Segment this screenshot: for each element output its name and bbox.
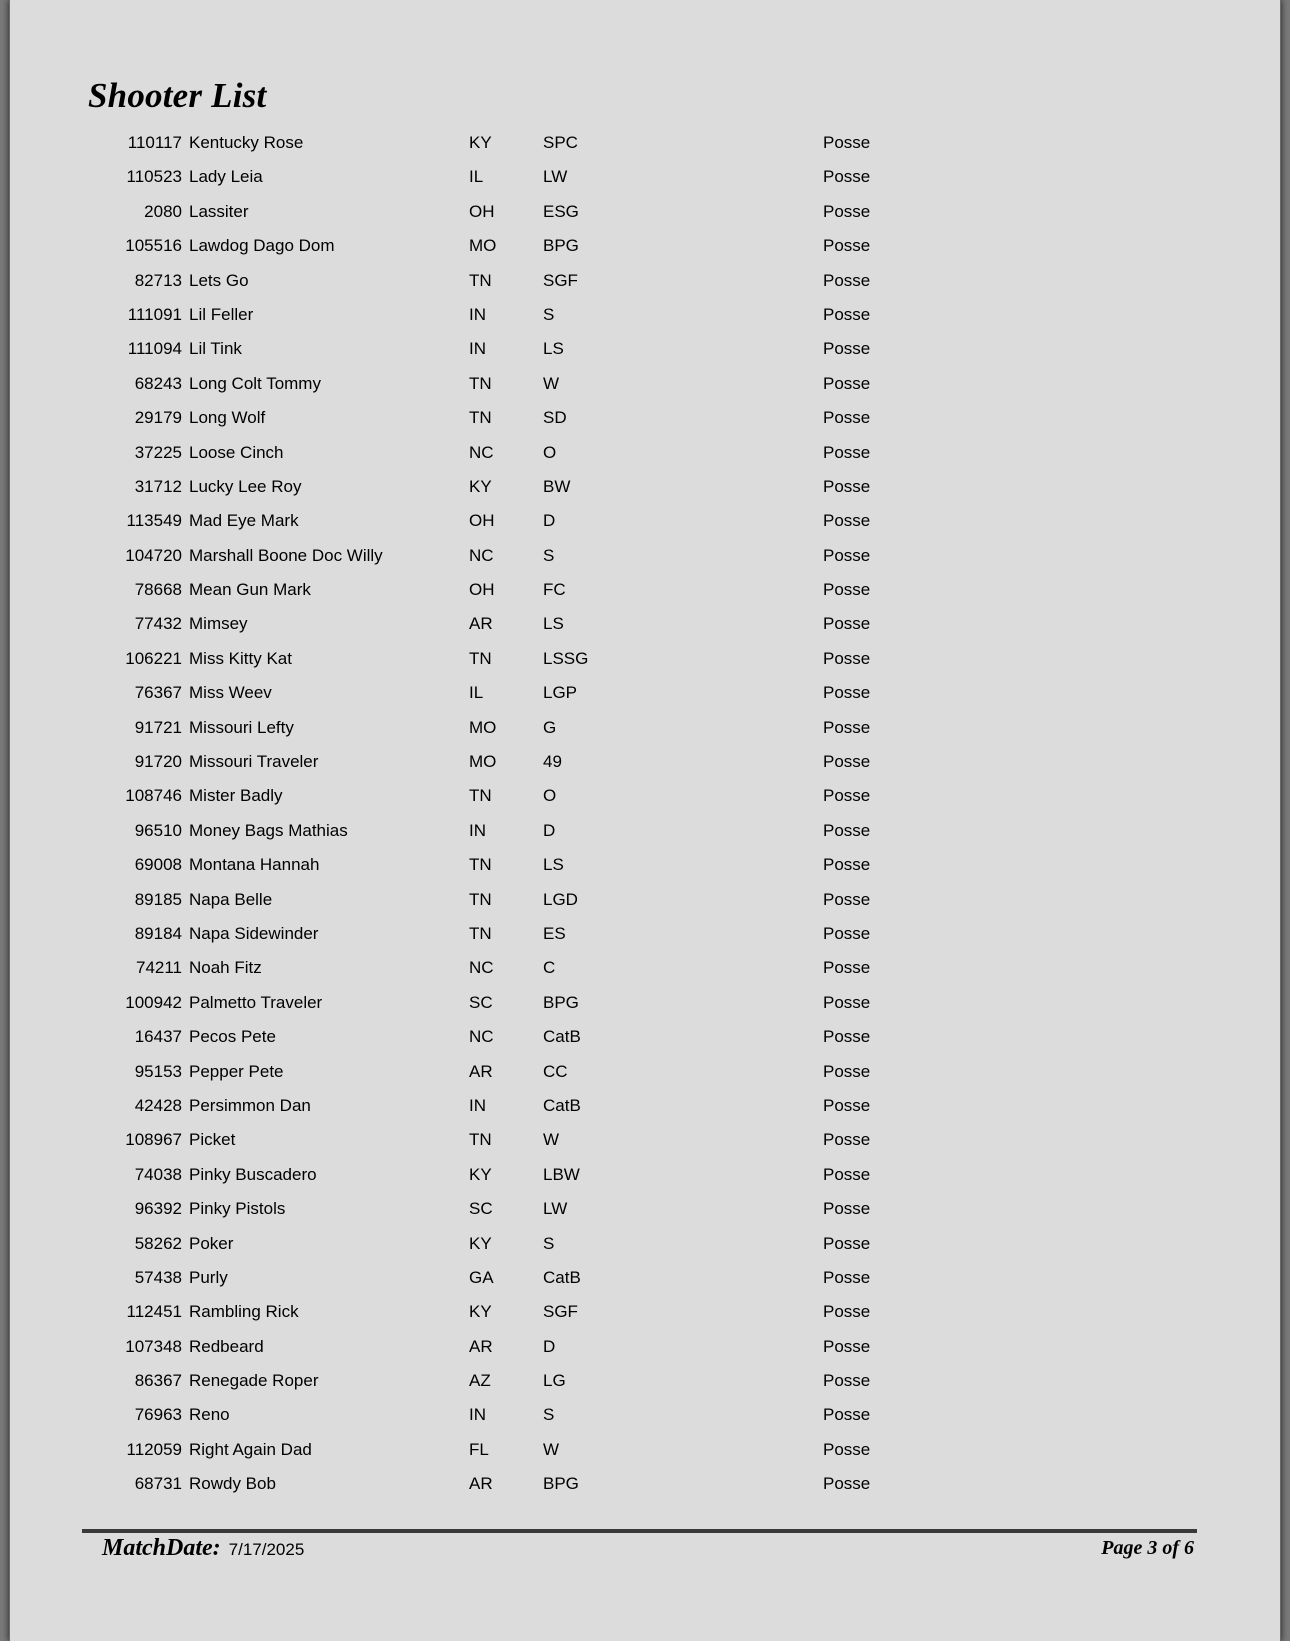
list-item <box>10 1434 1280 1468</box>
list-item <box>10 780 1280 814</box>
report-page <box>10 0 1280 1641</box>
shooter-state: TN <box>469 786 492 806</box>
shooter-id: 111091 <box>127 304 182 324</box>
shooter-state: TN <box>469 855 492 875</box>
shooter-id: 74211 <box>135 958 182 978</box>
shooter-name: Reno <box>189 1405 230 1425</box>
list-item <box>10 368 1280 402</box>
shooter-state: KY <box>469 476 492 496</box>
shooter-id: 68243 <box>134 373 182 393</box>
shooter-state: TN <box>469 648 492 668</box>
shooter-category: O <box>543 442 557 462</box>
shooter-name: Long Colt Tommy <box>189 373 321 393</box>
shooter-name: Lil Feller <box>189 304 254 324</box>
list-item <box>10 643 1280 677</box>
list-item <box>10 884 1280 918</box>
shooter-category: W <box>543 1130 560 1150</box>
shooter-category: BPG <box>543 236 579 256</box>
shooter-id: 16437 <box>134 1027 182 1047</box>
shooter-state: AR <box>469 614 493 634</box>
shooter-state: KY <box>469 1302 492 1322</box>
shooter-posse: Posse <box>823 408 871 428</box>
shooter-category: D <box>543 1336 556 1356</box>
shooter-id: 91720 <box>134 752 182 772</box>
shooter-id: 91721 <box>134 717 182 737</box>
shooter-posse: Posse <box>823 1336 871 1356</box>
shooter-state: NC <box>469 958 494 978</box>
shooter-category: O <box>543 786 557 806</box>
list-item <box>10 1124 1280 1158</box>
shooter-id: 112059 <box>126 1439 182 1459</box>
shooter-posse: Posse <box>823 373 871 393</box>
shooter-posse: Posse <box>823 1199 871 1219</box>
list-item <box>10 1021 1280 1055</box>
shooter-state: SC <box>469 1199 493 1219</box>
shooter-posse: Posse <box>823 1130 871 1150</box>
shooter-state: IN <box>469 304 486 324</box>
shooter-posse: Posse <box>823 511 871 531</box>
shooter-state: NC <box>469 545 494 565</box>
shooter-id: 111094 <box>127 339 182 359</box>
list-item <box>10 1159 1280 1193</box>
shooter-name: Lucky Lee Roy <box>189 476 302 496</box>
list-item <box>10 196 1280 230</box>
shooter-category: BPG <box>543 1474 579 1494</box>
shooter-posse: Posse <box>823 1061 871 1081</box>
shooter-id: 96510 <box>134 820 182 840</box>
shooter-id: 76963 <box>134 1405 182 1425</box>
shooter-state: IL <box>469 683 484 703</box>
shooter-posse: Posse <box>823 889 871 909</box>
shooter-name: Napa Belle <box>189 889 273 909</box>
list-item <box>10 127 1280 161</box>
shooter-state: MO <box>469 717 497 737</box>
shooter-id: 95153 <box>134 1061 182 1081</box>
shooter-category: LS <box>543 855 564 875</box>
shooter-category: SPC <box>543 133 578 152</box>
shooter-category: CC <box>543 1061 568 1081</box>
shooter-state: TN <box>469 373 492 393</box>
shooter-id: 77432 <box>134 614 182 634</box>
list-item <box>10 230 1280 264</box>
shooter-name: Loose Cinch <box>189 442 284 462</box>
shooter-posse: Posse <box>823 167 871 187</box>
shooter-name: Mimsey <box>189 614 248 634</box>
shooter-posse: Posse <box>823 1233 871 1253</box>
shooter-posse: Posse <box>823 201 871 221</box>
shooter-posse: Posse <box>823 545 871 565</box>
list-item <box>10 265 1280 299</box>
shooter-posse: Posse <box>823 442 871 462</box>
list-item <box>10 505 1280 539</box>
shooter-category: LW <box>543 167 568 187</box>
shooter-name: Pecos Pete <box>189 1027 276 1047</box>
list-item <box>10 540 1280 574</box>
shooter-category: LBW <box>543 1164 580 1184</box>
shooter-name: Rowdy Bob <box>189 1474 276 1494</box>
shooter-posse: Posse <box>823 752 871 772</box>
shooter-posse: Posse <box>823 304 871 324</box>
shooter-posse: Posse <box>823 1164 871 1184</box>
shooter-category: LS <box>543 339 564 359</box>
shooter-id: 107348 <box>125 1336 182 1356</box>
list-item <box>10 1399 1280 1433</box>
shooter-state: NC <box>469 442 494 462</box>
shooter-state: AR <box>469 1336 493 1356</box>
shooter-posse: Posse <box>823 786 871 806</box>
shooter-posse: Posse <box>823 855 871 875</box>
shooter-id: 82713 <box>134 270 182 290</box>
shooter-name: Redbeard <box>189 1336 264 1356</box>
shooter-posse: Posse <box>823 1474 871 1494</box>
shooter-category: S <box>543 304 555 324</box>
shooter-id: 58262 <box>134 1233 182 1253</box>
list-item <box>10 333 1280 367</box>
shooter-state: IN <box>469 339 486 359</box>
shooter-name: Pinky Buscadero <box>189 1164 317 1184</box>
list-item <box>10 1468 1280 1502</box>
shooter-name: Missouri Lefty <box>189 717 294 737</box>
shooter-id: 100942 <box>125 992 182 1012</box>
list-item <box>10 952 1280 986</box>
shooter-name: Kentucky Rose <box>189 133 304 152</box>
shooter-id: 78668 <box>134 580 182 600</box>
shooter-category: SGF <box>543 1302 578 1322</box>
shooter-category: CatB <box>543 1095 581 1115</box>
shooter-name: Palmetto Traveler <box>189 992 323 1012</box>
shooter-name: Montana Hannah <box>189 855 320 875</box>
shooter-id: 37225 <box>134 442 182 462</box>
shooter-state: MO <box>469 752 497 772</box>
shooter-name: Miss Kitty Kat <box>189 648 292 668</box>
shooter-category: SGF <box>543 270 578 290</box>
shooter-posse: Posse <box>823 717 871 737</box>
shooter-name: Lassiter <box>189 201 249 221</box>
shooter-name: Picket <box>189 1130 236 1150</box>
shooter-category: S <box>543 1405 555 1425</box>
shooter-name: Long Wolf <box>189 408 266 428</box>
shooter-category: S <box>543 545 555 565</box>
shooter-posse: Posse <box>823 1267 871 1287</box>
match-date-value: 7/17/2025 <box>228 1540 305 1559</box>
list-item <box>10 1262 1280 1296</box>
shooter-posse: Posse <box>823 236 871 256</box>
shooter-id: 105516 <box>125 236 182 256</box>
shooter-state: TN <box>469 408 492 428</box>
page-number: Page 3 of 6 <box>1101 1537 1194 1559</box>
shooter-name: Mad Eye Mark <box>189 511 299 531</box>
shooter-category: LW <box>543 1199 568 1219</box>
shooter-category: LS <box>543 614 564 634</box>
shooter-id: 108746 <box>125 786 182 806</box>
shooter-id: 86367 <box>134 1371 182 1391</box>
list-item <box>10 1090 1280 1124</box>
shooter-category: 49 <box>543 752 562 772</box>
shooter-name: Purly <box>189 1267 228 1287</box>
shooter-id: 110117 <box>127 133 182 152</box>
list-item <box>10 402 1280 436</box>
shooter-state: IN <box>469 1405 486 1425</box>
shooter-state: KY <box>469 1233 492 1253</box>
shooter-category: S <box>543 1233 555 1253</box>
shooter-category: BW <box>543 476 571 496</box>
shooter-id: 76367 <box>134 683 182 703</box>
list-item <box>10 1056 1280 1090</box>
shooter-name: Napa Sidewinder <box>189 923 319 943</box>
shooter-state: TN <box>469 1130 492 1150</box>
shooter-posse: Posse <box>823 1371 871 1391</box>
shooter-category: W <box>543 1439 560 1459</box>
shooter-posse: Posse <box>823 614 871 634</box>
shooter-category: G <box>543 717 557 737</box>
shooter-category: LSSG <box>543 648 589 668</box>
shooter-name: Persimmon Dan <box>189 1095 311 1115</box>
shooter-state: OH <box>469 580 495 600</box>
shooter-id: 112451 <box>126 1302 182 1322</box>
list-item <box>10 815 1280 849</box>
shooter-category: CatB <box>543 1267 581 1287</box>
shooter-state: MO <box>469 236 497 256</box>
shooter-posse: Posse <box>823 476 871 496</box>
shooter-state: AR <box>469 1474 493 1494</box>
shooter-posse: Posse <box>823 923 871 943</box>
shooter-name: Money Bags Mathias <box>189 820 348 840</box>
list-item <box>10 746 1280 780</box>
shooter-posse: Posse <box>823 820 871 840</box>
shooter-posse: Posse <box>823 1439 871 1459</box>
list-item <box>10 1331 1280 1365</box>
shooter-category: ESG <box>543 201 579 221</box>
shooter-category: ES <box>543 923 566 943</box>
shooter-posse: Posse <box>823 270 871 290</box>
shooter-name: Right Again Dad <box>189 1439 312 1459</box>
list-item <box>10 161 1280 195</box>
shooter-posse: Posse <box>823 580 871 600</box>
list-item <box>10 712 1280 746</box>
shooter-state: TN <box>469 889 492 909</box>
list-item <box>10 574 1280 608</box>
shooter-list <box>10 127 1280 1503</box>
shooter-id: 89185 <box>134 889 182 909</box>
shooter-category: LGP <box>543 683 578 703</box>
shooter-id: 106221 <box>125 648 182 668</box>
shooter-id: 96392 <box>134 1199 182 1219</box>
list-item <box>10 471 1280 505</box>
shooter-name: Missouri Traveler <box>189 752 319 772</box>
shooter-name: Noah Fitz <box>189 958 262 978</box>
shooter-id: 104720 <box>125 545 182 565</box>
shooter-category: BPG <box>543 992 579 1012</box>
shooter-state: NC <box>469 1027 494 1047</box>
list-item <box>10 437 1280 471</box>
list-item <box>10 677 1280 711</box>
shooter-state: IL <box>469 167 484 187</box>
shooter-state: FL <box>469 1439 489 1459</box>
shooter-id: 29179 <box>134 408 182 428</box>
shooter-state: SC <box>469 992 493 1012</box>
shooter-id: 108967 <box>125 1130 182 1150</box>
shooter-state: AR <box>469 1061 493 1081</box>
shooter-state: IN <box>469 820 486 840</box>
shooter-category: D <box>543 820 556 840</box>
shooter-state: AZ <box>469 1371 491 1391</box>
shooter-state: KY <box>469 133 492 152</box>
shooter-category: LG <box>543 1371 566 1391</box>
shooter-posse: Posse <box>823 648 871 668</box>
match-date-label: MatchDate: <box>102 1535 221 1561</box>
shooter-id: 68731 <box>134 1474 182 1494</box>
shooter-category: LGD <box>543 889 578 909</box>
match-date <box>102 1535 304 1562</box>
shooter-id: 2080 <box>144 201 182 221</box>
list-item <box>10 608 1280 642</box>
shooter-category: W <box>543 373 560 393</box>
shooter-id: 57438 <box>134 1267 182 1287</box>
shooter-posse: Posse <box>823 1405 871 1425</box>
shooter-state: KY <box>469 1164 492 1184</box>
shooter-category: D <box>543 511 556 531</box>
shooter-id: 74038 <box>134 1164 182 1184</box>
list-item <box>10 987 1280 1021</box>
shooter-posse: Posse <box>823 1095 871 1115</box>
shooter-state: TN <box>469 270 492 290</box>
list-item <box>10 918 1280 952</box>
list-item <box>10 1193 1280 1227</box>
shooter-name: Miss Weev <box>189 683 272 703</box>
shooter-name: Pinky Pistols <box>189 1199 286 1219</box>
shooter-id: 89184 <box>134 923 182 943</box>
shooter-name: Rambling Rick <box>189 1302 299 1322</box>
shooter-name: Mister Badly <box>189 786 283 806</box>
shooter-name: Renegade Roper <box>189 1371 319 1391</box>
shooter-posse: Posse <box>823 992 871 1012</box>
shooter-category: FC <box>543 580 566 600</box>
shooter-name: Poker <box>189 1233 234 1253</box>
shooter-name: Marshall Boone Doc Willy <box>189 545 383 565</box>
shooter-name: Lady Leia <box>189 167 263 187</box>
shooter-name: Lil Tink <box>189 339 242 359</box>
shooter-id: 42428 <box>134 1095 182 1115</box>
shooter-state: OH <box>469 201 495 221</box>
shooter-id: 31712 <box>134 476 182 496</box>
shooter-category: SD <box>543 408 567 428</box>
shooter-name: Lawdog Dago Dom <box>189 236 335 256</box>
shooter-id: 113549 <box>126 511 182 531</box>
page-title: Shooter List <box>88 76 267 115</box>
shooter-state: GA <box>469 1267 494 1287</box>
footer-divider <box>82 1529 1197 1533</box>
list-item <box>10 849 1280 883</box>
shooter-id: 110523 <box>126 167 182 187</box>
shooter-id: 69008 <box>134 855 182 875</box>
shooter-state: IN <box>469 1095 486 1115</box>
list-item <box>10 1228 1280 1262</box>
shooter-category: CatB <box>543 1027 581 1047</box>
shooter-posse: Posse <box>823 339 871 359</box>
shooter-name: Lets Go <box>189 270 249 290</box>
shooter-posse: Posse <box>823 1302 871 1322</box>
shooter-name: Mean Gun Mark <box>189 580 311 600</box>
shooter-posse: Posse <box>823 958 871 978</box>
shooter-posse: Posse <box>823 683 871 703</box>
shooter-posse: Posse <box>823 1027 871 1047</box>
list-item <box>10 1296 1280 1330</box>
shooter-state: OH <box>469 511 495 531</box>
list-item <box>10 1365 1280 1399</box>
list-item <box>10 299 1280 333</box>
shooter-posse: Posse <box>823 133 871 152</box>
shooter-name: Pepper Pete <box>189 1061 284 1081</box>
shooter-category: C <box>543 958 556 978</box>
shooter-state: TN <box>469 923 492 943</box>
